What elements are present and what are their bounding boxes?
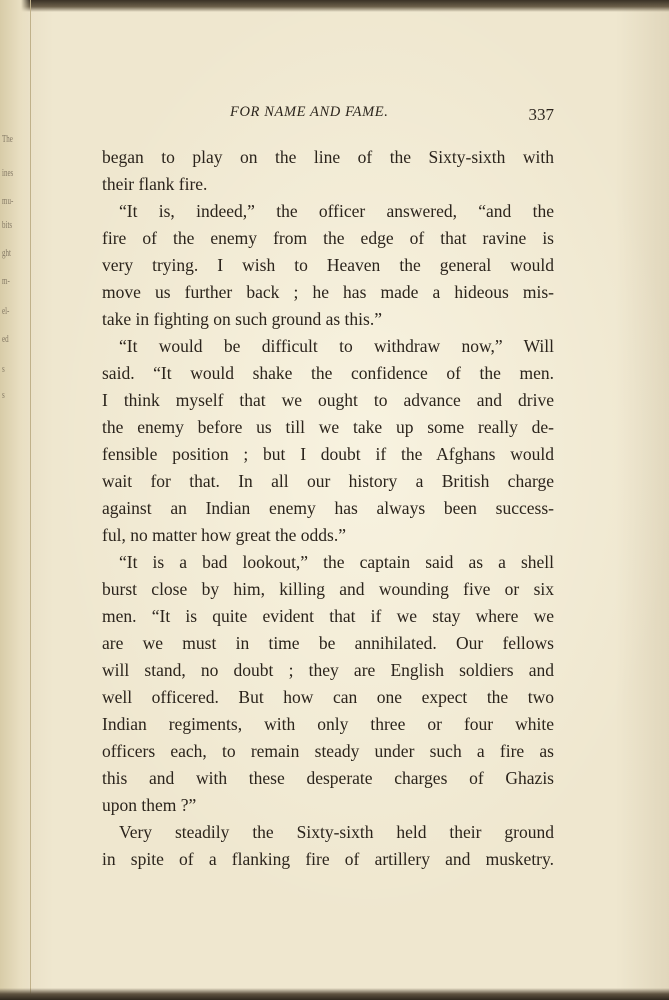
- text-line: Very steadily the Sixty-sixth held their ground: [119, 822, 554, 842]
- page-bottom-edge: [0, 988, 669, 1000]
- page-top-edge: [0, 0, 669, 12]
- text-line: “It would be difficult to withdraw now,” Will: [119, 336, 554, 356]
- text-line: take in fighting on such ground as this.”: [102, 309, 382, 329]
- text-line: the enemy before us till we take up some really de-: [102, 417, 554, 437]
- text-line: well officered. But how can one expect the two: [102, 687, 554, 707]
- page-number: 337: [528, 105, 554, 124]
- text-line: their flank fire.: [102, 174, 208, 194]
- left-margin-bleed: [0, 0, 31, 1000]
- text-line: fire of the enemy from the edge of that ravine is: [102, 228, 554, 248]
- text-line: move us further back ; he has made a hideous mis-: [102, 282, 554, 302]
- running-title: FOR NAME AND FAME.: [230, 104, 389, 120]
- text-line: this and with these desperate charges of Ghazis: [102, 768, 554, 788]
- text-line: very trying. I wish to Heaven the general would: [102, 255, 554, 275]
- bleed-fragment: mu-: [2, 196, 14, 207]
- bleed-fragment: ines: [2, 168, 14, 179]
- text-line: men. “It is quite evident that if we stay where we: [102, 606, 554, 626]
- bleed-fragment: el-: [2, 306, 10, 317]
- bleed-fragment: The: [2, 134, 13, 145]
- text-line: against an Indian enemy has always been success-: [102, 498, 554, 518]
- bleed-fragment: bits: [2, 220, 13, 231]
- text-line: are we must in time be annihilated. Our fellows: [102, 633, 554, 653]
- text-line: said. “It would shake the confidence of the men.: [102, 363, 554, 383]
- body-text: [102, 144, 554, 873]
- text-line: “It is, indeed,” the officer answered, “and the: [119, 201, 554, 221]
- text-line: wait for that. In all our history a British charge: [102, 471, 554, 491]
- bleed-fragment: m-: [2, 276, 10, 287]
- text-line: “It is a bad lookout,” the captain said as a shell: [119, 552, 554, 572]
- text-line: will stand, no doubt ; they are English soldiers and: [102, 660, 554, 680]
- bleed-fragment: s: [2, 390, 5, 401]
- text-line: in spite of a flanking fire of artillery and musketry.: [102, 849, 554, 869]
- text-line: fensible position ; but I doubt if the Afghans would: [102, 444, 554, 464]
- text-line: upon them ?”: [102, 795, 197, 815]
- text-line: Indian regiments, with only three or four white: [102, 714, 554, 734]
- bleed-fragment: s: [2, 364, 5, 375]
- text-line: began to play on the line of the Sixty-sixth with: [102, 147, 554, 167]
- bleed-fragment: ed: [2, 334, 9, 345]
- bleed-fragment: ght: [2, 248, 11, 259]
- running-head: [100, 104, 554, 128]
- text-line: burst close by him, killing and wounding five or six: [102, 579, 554, 599]
- text-line: officers each, to remain steady under such a fire as: [102, 741, 554, 761]
- text-line: ful, no matter how great the odds.”: [102, 525, 346, 545]
- text-line: I think myself that we ought to advance and drive: [102, 390, 554, 410]
